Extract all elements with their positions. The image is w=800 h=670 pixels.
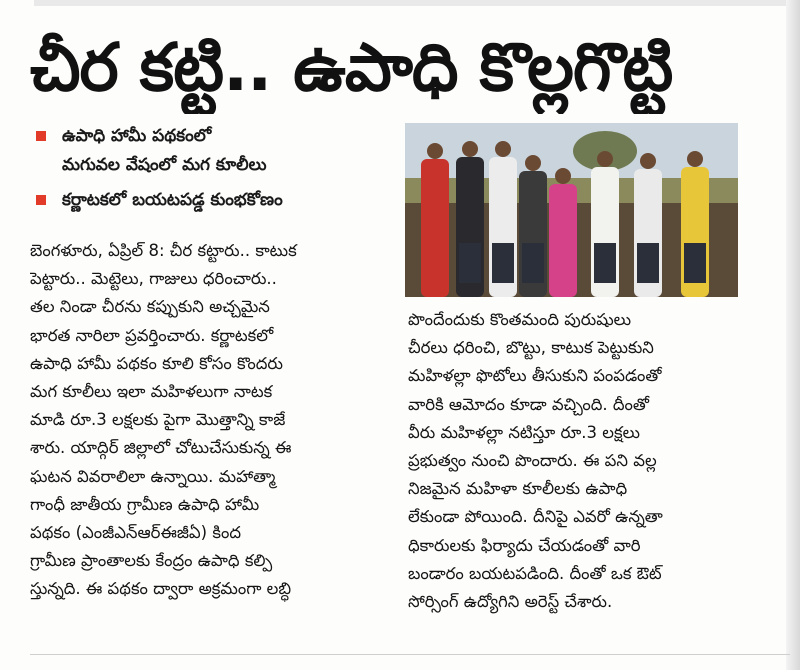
article-line: బెంగళూరు, ఏప్రిల్ 8: చీర కట్టారు.. కాటుక xyxy=(30,241,297,260)
bottom-rule xyxy=(30,654,790,655)
person-head xyxy=(525,155,541,171)
article-line: ఉపాధి హామీ పథకం కూలి కోసం కొందరు xyxy=(30,353,283,373)
article-line: వారికి ఆమోదం కూడా వచ్చింది. దీంతో xyxy=(408,394,649,414)
bullet-line: మగువల వేషంలో మగ కూలీలు xyxy=(62,155,267,175)
photo-person-man-in-white-vest xyxy=(591,151,619,297)
bullet-line: కర్ణాటకలో బయటపడ్డ కుంభకోణం xyxy=(62,190,283,210)
article-line: గ్రామీణ ప్రాంతాలకు కేంద్రం ఉపాధి కల్పి xyxy=(30,551,273,571)
photo-person-person-in-pink-saree xyxy=(549,168,577,297)
scan-edge-shadow xyxy=(786,0,800,670)
article-line: ఘటన వివరాలిలా ఉన్నాయి. మహాత్మా xyxy=(30,466,276,486)
photo-person-man-in-white-tshirt xyxy=(634,153,662,297)
article-line: పెట్టారు.. మెట్టెలు, గాజులు ధరించారు.. xyxy=(30,269,277,289)
photo-person-man-in-dark-shirt xyxy=(519,155,547,297)
article-line: శారు. యాద్గిర్ జిల్లాలో చోటుచేసుకున్న ఈ xyxy=(30,438,292,458)
person-legs xyxy=(522,243,544,283)
article-column-right xyxy=(408,306,738,616)
top-rule xyxy=(34,0,794,6)
bullet-item xyxy=(36,122,398,180)
article-line: పొందేందుకు కొంతమంది పురుషులు xyxy=(408,310,632,329)
article-line: చీరలు ధరించి, బొట్టు, కాటుక పెట్టుకుని xyxy=(408,338,654,358)
article-line: వీరు మహిళల్లా నటిస్తూ రూ.3 లక్షలు xyxy=(408,422,640,442)
photo-person-man-in-black xyxy=(456,141,484,297)
person-legs xyxy=(637,243,659,283)
person-head xyxy=(495,141,511,157)
article-line: స్తున్నది. ఈ పథకం ద్వారా అక్రమంగా లబ్ధి xyxy=(30,579,292,599)
article-line: లేకుండా పోయింది. దీనిపై ఎవరో ఉన్నతా xyxy=(408,507,663,527)
article-line: నిజమైన మహిళా కూలీలకు ఉపాధి xyxy=(408,479,628,499)
article-line: ధికారులకు ఫిర్యాదు చేయడంతో వారి xyxy=(408,535,641,555)
bullet-item xyxy=(36,186,398,215)
article-line: భారత నారిలా ప్రవర్తించారు. కర్ణాటకలో xyxy=(30,325,274,345)
article-line: సోర్సింగ్ ఉద్యోగిని అరెస్ట్ చేశారు. xyxy=(408,592,613,612)
photo-person-man-in-white-shirt xyxy=(489,141,517,297)
article-line: గాంధీ జాతీయ గ్రామీణ ఉపాధి హామీ xyxy=(30,494,260,514)
article-line: మగ కూలీలు ఇలా మహిళలుగా నాటక xyxy=(30,382,273,402)
person-head xyxy=(427,143,443,159)
photo-person-person-in-red-saree xyxy=(421,143,449,297)
person-head xyxy=(462,141,478,157)
person-legs xyxy=(684,243,706,283)
person-legs xyxy=(594,243,616,283)
person-legs xyxy=(424,243,446,283)
photo-person-man-in-yellow-shirt xyxy=(681,151,709,297)
highlight-bullets xyxy=(36,122,398,221)
person-head xyxy=(640,153,656,169)
article-line: బండారం బయటపడింది. దీంతో ఒక ఔట్ xyxy=(408,563,662,583)
red-square-bullet-icon xyxy=(36,195,46,205)
article-line: ప్రభుత్వం నుంచి పొందారు. ఈ పని వల్ల xyxy=(408,451,657,471)
person-legs xyxy=(552,243,574,283)
article-line: మాడి రూ.3 లక్షలకు పైగా మొత్తాన్ని కాజే xyxy=(30,410,286,430)
headline: చీర కట్టి.. ఉపాధి కొల్లగొట్టి xyxy=(30,29,673,106)
article-column-left xyxy=(30,237,396,604)
news-photo xyxy=(405,123,738,297)
bullet-line: ఉపాధి హామీ పథకంలో xyxy=(62,126,212,146)
article-line: పథకం (ఎంజీఎన్ఆర్ఈజీఏ) కింద xyxy=(30,523,241,543)
person-legs xyxy=(459,243,481,283)
person-head xyxy=(555,168,571,184)
person-head xyxy=(597,151,613,167)
article-line: తల నిండా చీరను కప్పుకుని అచ్చమైన xyxy=(30,297,270,317)
person-legs xyxy=(492,243,514,283)
red-square-bullet-icon xyxy=(36,131,46,141)
group-photo-image xyxy=(405,123,738,297)
person-head xyxy=(687,151,703,167)
article-line: మహిళల్లా ఫొటోలు తీసుకుని పంపడంతో xyxy=(408,366,662,386)
